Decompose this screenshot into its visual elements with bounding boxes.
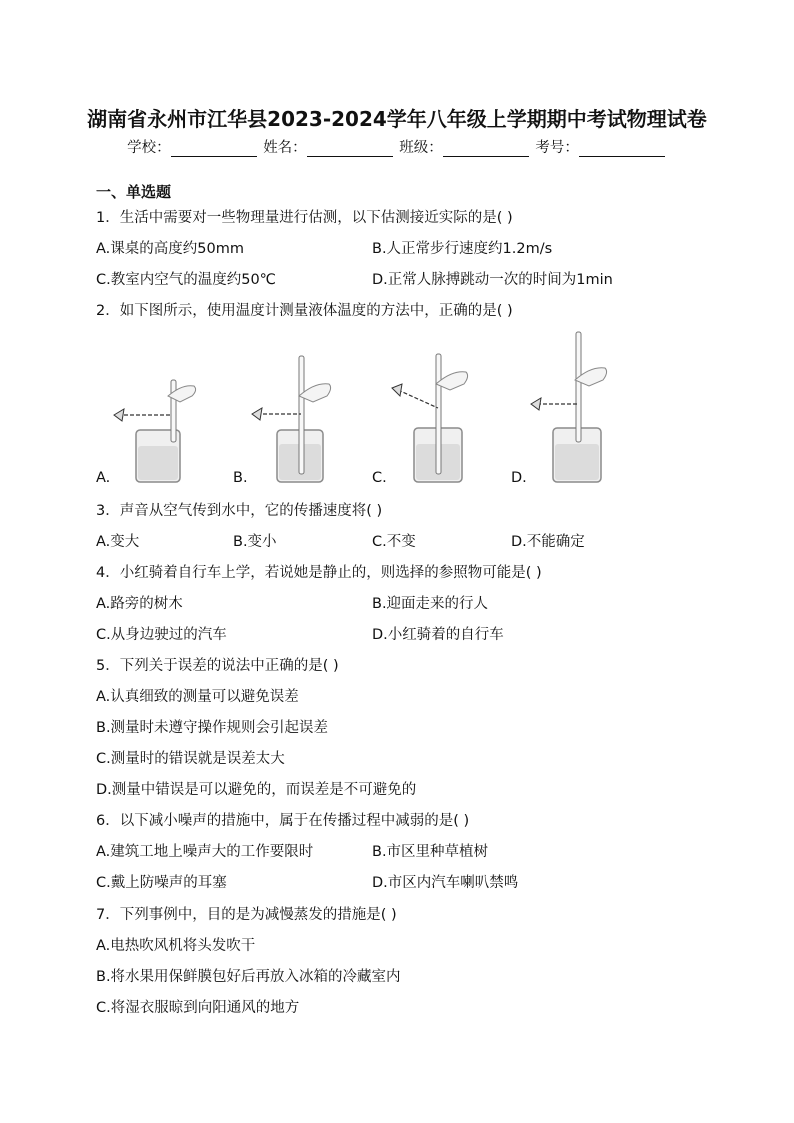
question-2-figure-label-c: C. <box>372 470 387 486</box>
question-4-option-c: C.从身边驶过的汽车 <box>96 627 227 643</box>
question-5-option-a: A.认真细致的测量可以避免误差 <box>96 689 299 705</box>
question-5-option-b: B.测量时未遵守操作规则会引起误差 <box>96 720 329 736</box>
question-1-option-d: D.正常人脉搏跳动一次的时间为1min <box>372 272 613 288</box>
question-6-option-a: A.建筑工地上噪声大的工作要限时 <box>96 844 314 860</box>
class-blank <box>443 142 529 157</box>
question-4-option-a: A.路旁的树木 <box>96 596 183 612</box>
name-blank <box>307 142 393 157</box>
question-4-option-b: B.迎面走来的行人 <box>372 596 489 612</box>
student-info-row <box>0 136 794 157</box>
question-2-stem: 2．如下图所示，使用温度计测量液体温度的方法中，正确的是( ) <box>96 303 513 319</box>
question-2-figure-label-d: D. <box>511 470 527 486</box>
thermometer-figure-d <box>525 330 620 485</box>
question-7-option-b: B.将水果用保鲜膜包好后再放入冰箱的冷藏室内 <box>96 969 401 985</box>
question-3-option-c: C.不变 <box>372 534 416 550</box>
section-title: 一、单选题 <box>96 183 172 201</box>
question-4-option-d: D.小红骑着的自行车 <box>372 627 504 643</box>
exam-no-blank <box>579 142 665 157</box>
question-5-option-c: C.测量时的错误就是误差太大 <box>96 751 285 767</box>
question-7-option-a: A.电热吹风机将头发吹干 <box>96 938 256 954</box>
question-2-figure-label-a: A. <box>96 470 111 486</box>
question-1-option-c: C.教室内空气的温度约50℃ <box>96 272 276 288</box>
question-6-option-b: B.市区里种草植树 <box>372 844 489 860</box>
question-7-stem: 7．下列事例中，目的是为减慢蒸发的措施是( ) <box>96 907 397 923</box>
name-label: 姓名： <box>263 140 307 156</box>
question-7-option-c: C.将湿衣服晾到向阳通风的地方 <box>96 1000 300 1016</box>
school-blank <box>171 142 257 157</box>
class-label: 班级： <box>399 140 443 156</box>
question-4-stem: 4．小红骑着自行车上学，若说她是静止的，则选择的参照物可能是( ) <box>96 565 542 581</box>
question-3-stem: 3．声音从空气传到水中，它的传播速度将( ) <box>96 503 383 519</box>
question-6-option-d: D.市区内汽车喇叭禁鸣 <box>372 875 519 891</box>
question-1-option-b: B.人正常步行速度约1.2m/s <box>372 241 553 257</box>
question-5-stem: 5．下列关于误差的说法中正确的是( ) <box>96 658 339 674</box>
thermometer-figure-a <box>110 360 200 485</box>
question-6-option-c: C.戴上防噪声的耳塞 <box>96 875 227 891</box>
thermometer-figure-b <box>247 350 337 485</box>
exam-no-label: 考号： <box>535 140 579 156</box>
question-3-option-b: B.变小 <box>233 534 277 550</box>
question-2-figure-label-b: B. <box>233 470 248 486</box>
question-1-stem: 1．生活中需要对一些物理量进行估测，以下估测接近实际的是( ) <box>96 210 513 226</box>
school-label: 学校： <box>127 140 171 156</box>
question-3-option-d: D.不能确定 <box>511 534 585 550</box>
question-3-option-a: A.变大 <box>96 534 140 550</box>
page-title: 湖南省永州市江华县2023-2024学年八年级上学期期中考试物理试卷 <box>87 107 707 131</box>
question-5-option-d: D.测量中错误是可以避免的，而误差是不可避免的 <box>96 782 417 798</box>
question-1-option-a: A.课桌的高度约50mm <box>96 241 244 257</box>
thermometer-figure-c <box>386 350 476 485</box>
question-6-stem: 6．以下减小噪声的措施中，属于在传播过程中减弱的是( ) <box>96 813 470 829</box>
